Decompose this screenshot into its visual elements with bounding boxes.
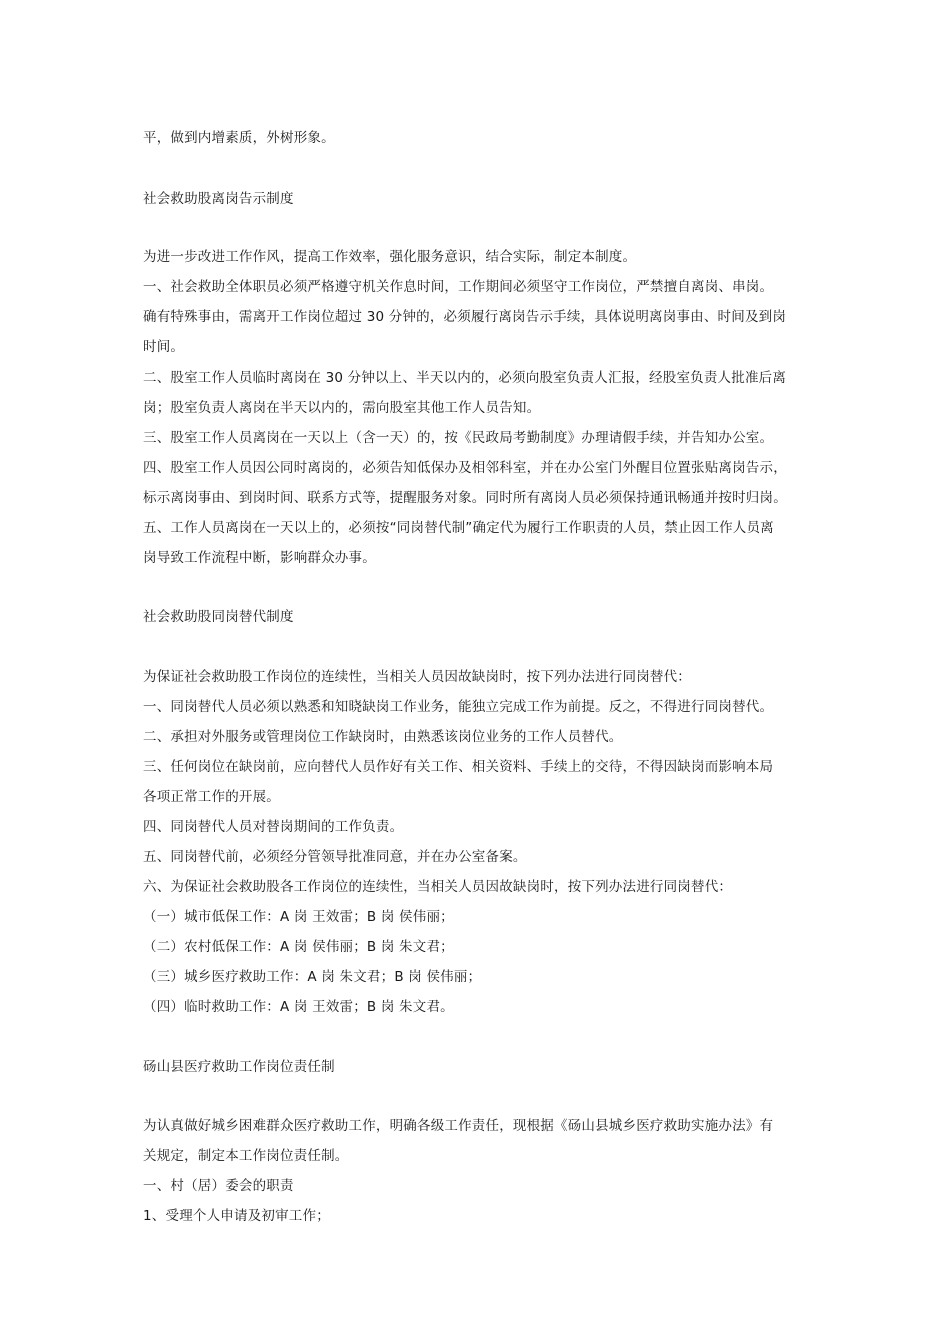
text-line: 为认真做好城乡困难群众医疗救助工作，明确各级工作责任，现根据《砀山县城乡医疗救助实施办法》有 <box>143 1118 774 1134</box>
text-line: 三、股室工作人员离岗在一天以上（含一天）的，按《民政局考勤制度》办理请假手续，并告知办公室。 <box>143 430 774 446</box>
text-line: 一、同岗替代人员必须以熟悉和知晓缺岗工作业务，能独立完成工作为前提。反之，不得进行同岗替代。 <box>143 699 774 715</box>
text-line: 二、承担对外服务或管理岗位工作缺岗时，由熟悉该岗位业务的工作人员替代。 <box>143 729 623 745</box>
text-line: 各项正常工作的开展。 <box>143 789 280 805</box>
section-heading: 社会救助股同岗替代制度 <box>143 609 294 625</box>
text-line: 五、同岗替代前，必须经分管领导批准同意，并在办公室备案。 <box>143 849 527 865</box>
text-line: 1、受理个人申请及初审工作； <box>143 1208 330 1224</box>
text-line: 四、同岗替代人员对替岗期间的工作负责。 <box>143 819 404 835</box>
text-line: 岗；股室负责人离岗在半天以内的，需向股室其他工作人员告知。 <box>143 400 541 416</box>
text-line: （四）临时救助工作：A 岗 王效雷；B 岗 朱文君。 <box>143 999 454 1015</box>
text-line: 标示离岗事由、到岗时间、联系方式等，提醒服务对象。同时所有离岗人员必须保持通讯畅通并按时归岗。 <box>143 490 787 506</box>
text-line: 二、股室工作人员临时离岗在 30 分钟以上、半天以内的，必须向股室负责人汇报，经股室负责人批准后离 <box>143 370 787 386</box>
text-line: 三、任何岗位在缺岗前，应向替代人员作好有关工作、相关资料、手续上的交待，不得因缺岗而影响本局 <box>143 759 774 775</box>
text-line: （三）城乡医疗救助工作：A 岗 朱文君；B 岗 侯伟丽； <box>143 969 482 985</box>
text-line: 为保证社会救助股工作岗位的连续性，当相关人员因故缺岗时，按下列办法进行同岗替代： <box>143 669 691 685</box>
text-line: 时间。 <box>143 339 185 355</box>
text-line: 岗导致工作流程中断，影响群众办事。 <box>143 550 376 566</box>
section-heading: 社会救助股离岗告示制度 <box>143 191 294 207</box>
text-line: 五、工作人员离岗在一天以上的，必须按“同岗替代制”确定代为履行工作职责的人员，禁止因工作人员离 <box>143 520 774 536</box>
text-line: 一、村（居）委会的职责 <box>143 1178 294 1194</box>
text-line: 六、为保证社会救助股各工作岗位的连续性，当相关人员因故缺岗时，按下列办法进行同岗替代： <box>143 879 733 895</box>
text-line: （一）城市低保工作：A 岗 王效雷；B 岗 侯伟丽； <box>143 909 454 925</box>
text-line: 平，做到内增素质，外树形象。 <box>143 130 335 146</box>
text-line: 为进一步改进工作作风，提高工作效率，强化服务意识，结合实际，制定本制度。 <box>143 249 637 265</box>
section-heading: 砀山县医疗救助工作岗位责任制 <box>143 1059 335 1075</box>
text-line: 四、股室工作人员因公同时离岗的，必须告知低保办及相邻科室，并在办公室门外醒目位置张贴离岗告示， <box>143 460 787 476</box>
text-line: 关规定，制定本工作岗位责任制。 <box>143 1148 349 1164</box>
text-line: 确有特殊事由，需离开工作岗位超过 30 分钟的，必须履行离岗告示手续，具体说明离岗事由、时间及到岗 <box>143 309 787 325</box>
text-line: 一、社会救助全体职员必须严格遵守机关作息时间，工作期间必须坚守工作岗位，严禁擅自离岗、串岗。 <box>143 279 774 295</box>
text-line: （二）农村低保工作：A 岗 侯伟丽；B 岗 朱文君； <box>143 939 454 955</box>
